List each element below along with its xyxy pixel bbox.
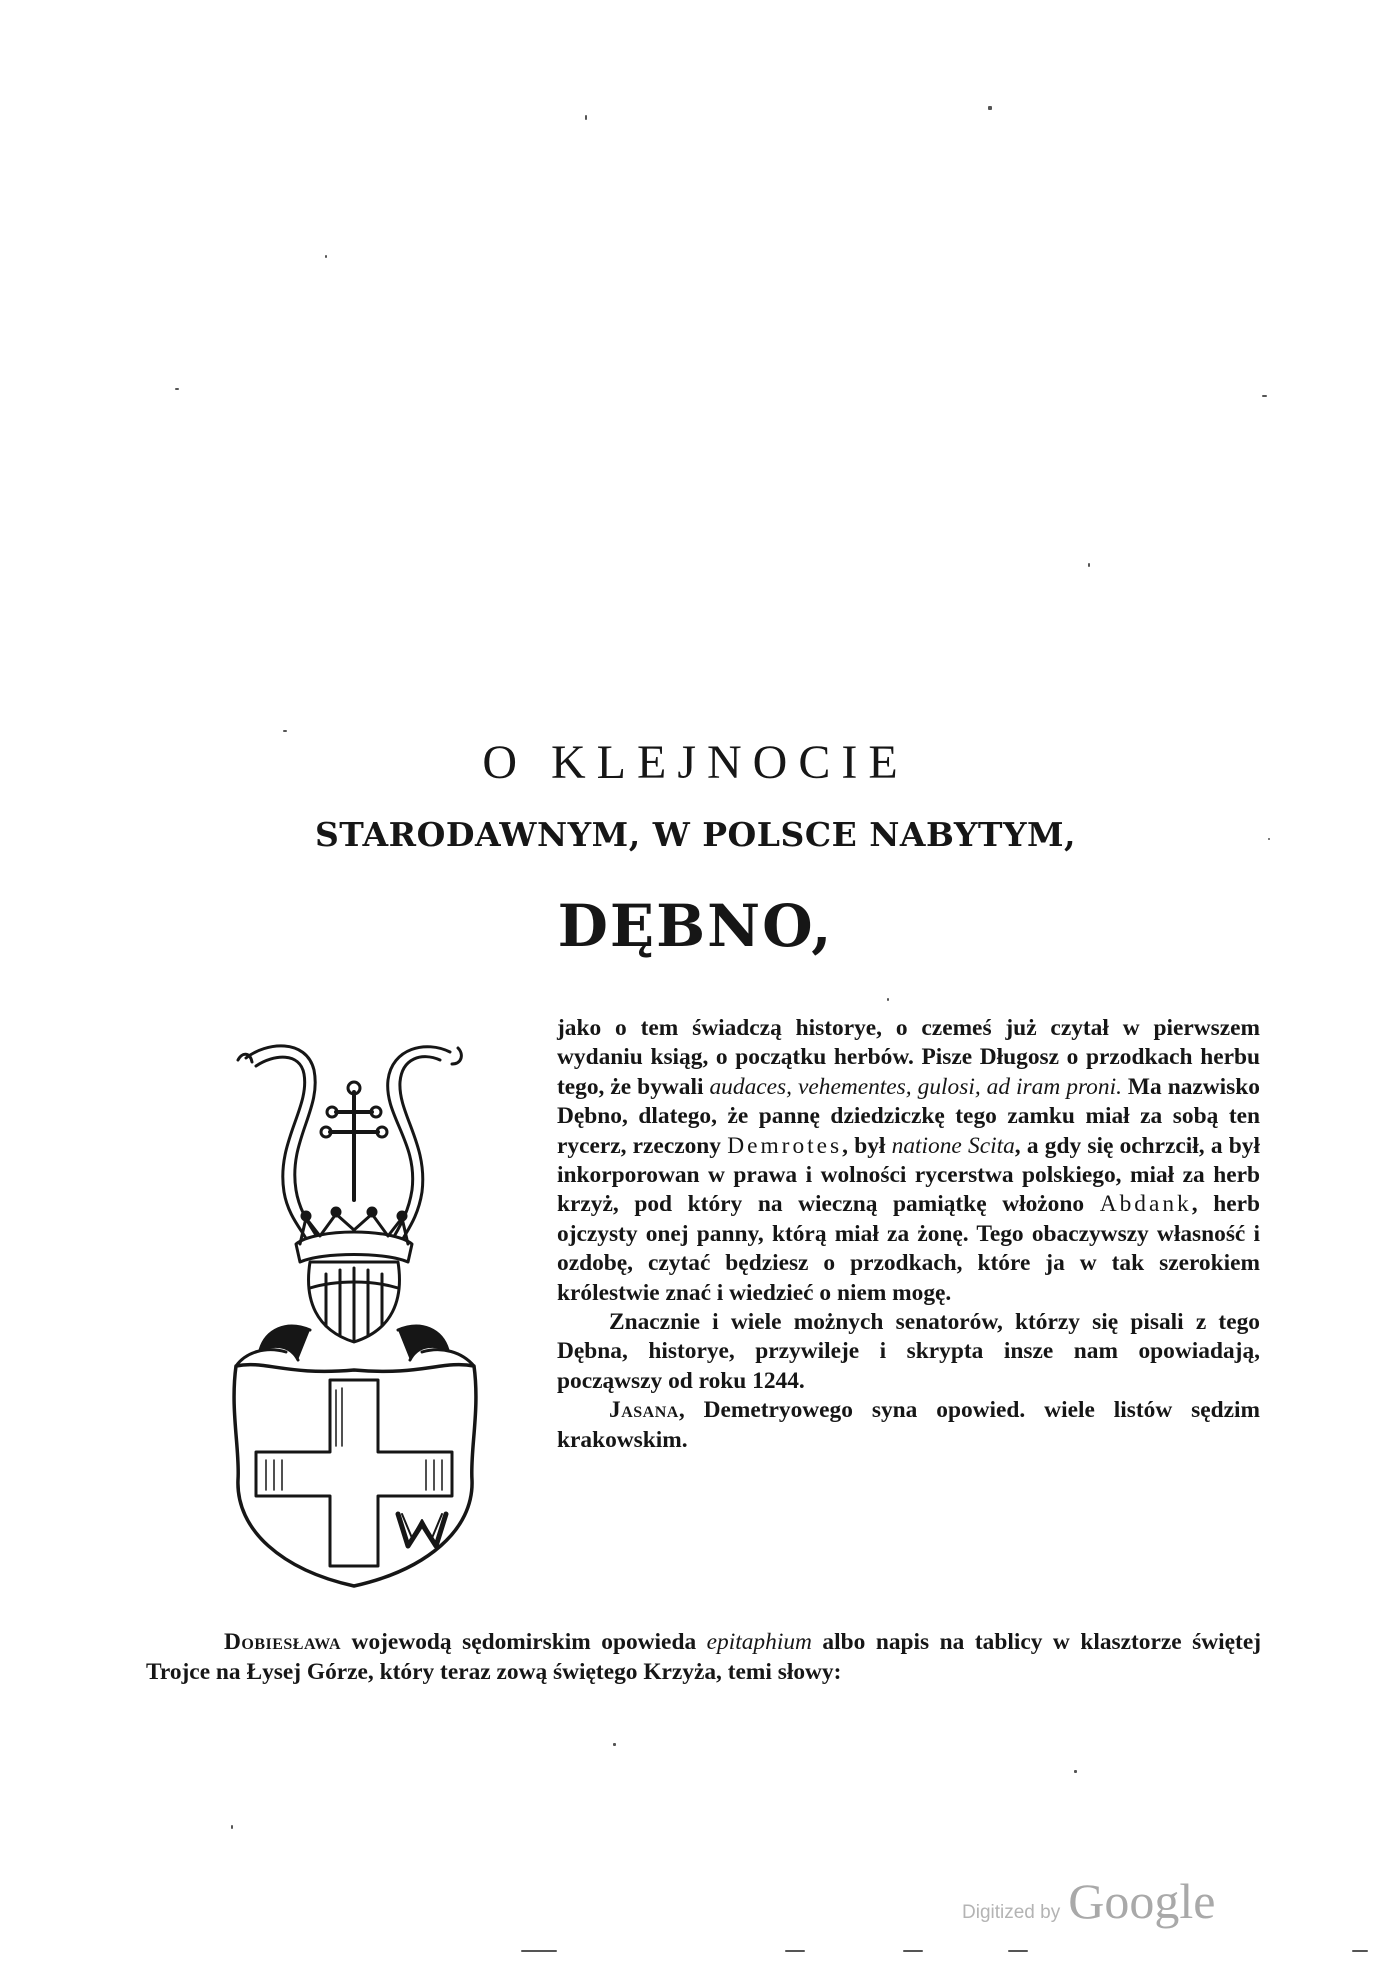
paragraph-1 [557, 1014, 1260, 1308]
scan-speck [903, 1950, 923, 1952]
name-abdank: Abdank [1099, 1191, 1192, 1218]
latin-word-epitaphium: epitaphium [706, 1629, 812, 1655]
scan-speck [613, 1743, 616, 1746]
latin-phrase-audaces: audaces, vehementes, gulosi, ad iram proni. [709, 1073, 1122, 1100]
google-logo: Google [1068, 1873, 1216, 1929]
paragraph-1-text-c: , był [842, 1132, 892, 1159]
paragraph-3-text: , Demetryowego syna opowied. wiele listów sędzim krakowskim. [557, 1397, 1260, 1453]
paragraph-1-text-d: , a gdy się ochrzcił, a był inkorporowan w prawa i wolności rycerstwa polskiego, miał za herb krzyż, pod który na wieczną pamiątkę włożono [557, 1132, 1260, 1218]
digitized-watermark [962, 1872, 1215, 1928]
scan-speck [1352, 1950, 1368, 1952]
main-paragraphs [557, 1014, 1260, 1455]
name-jasana: Jasana [609, 1397, 679, 1424]
scan-speck [887, 998, 889, 1001]
coat-of-arms-illustration [226, 1030, 486, 1590]
paragraph-4-text-a: wojewodą sędomirskim opowieda [341, 1629, 707, 1655]
paragraph-1-text-b: Ma nazwisko Dębno, dlatego, że pannę dziedziczkę tego zamku miał za sobą ten rycerz, rzeczony [557, 1073, 1260, 1159]
paragraph-1-text-e: , herb ojczysty onej panny, którą miał za żonę. Tego obaczywszy własność i ozdobę, czytać będziesz o przodkach, które ja w tak szerokiem królestwie znać i wiedzieć o niem mogę. [557, 1191, 1260, 1306]
scan-speck [785, 1950, 805, 1952]
name-dobieslawa: Dobiesława [224, 1629, 342, 1655]
title-line-1: O KLEJNOCIE [482, 736, 909, 789]
watermark-prefix: Digitized by [962, 1902, 1061, 1923]
paragraph-4-text-b: albo napis na tablicy w klasztorze świętej Trojce na Łysej Górze, który teraz zową świętego Krzyża, temi słowy: [146, 1629, 1261, 1685]
scan-speck [1008, 1950, 1028, 1952]
paragraph-2: Znacznie i wiele możnych senatorów, którzy się pisali z tego Dębna, historye, przywileje i skrypta insze nam opowiadają, począwszy od roku 1244. [557, 1309, 1260, 1394]
scan-speck [175, 388, 179, 390]
title-line-3: DĘBNO, [557, 892, 834, 960]
name-demrotes: Demrotes [727, 1132, 843, 1159]
scan-speck [1088, 563, 1090, 567]
scan-speck [585, 115, 587, 120]
paragraph-1-text-a: jako o tem świadczą historye, o czemeś już czytał w pierwszem wydaniu ksiąg, o początku herbów. Pisze Długosz o przodkach herbu tego, że bywali [557, 1015, 1260, 1100]
full-width-paragraph [146, 1627, 1261, 1687]
paragraph-4 [146, 1627, 1261, 1687]
scan-speck [231, 1825, 233, 1829]
scan-speck [521, 1950, 557, 1952]
scan-speck [1074, 1770, 1077, 1773]
latin-phrase-natione: natione Scita [891, 1132, 1015, 1159]
scan-speck [325, 255, 327, 258]
title-line-2: STARODAWNYM, W POLSCE NABYTYM, [314, 815, 1077, 854]
paragraph-3 [557, 1396, 1260, 1455]
scan-speck [1262, 395, 1267, 397]
scan-speck [988, 106, 992, 110]
scan-speck [1268, 838, 1270, 840]
scan-speck [283, 730, 287, 732]
